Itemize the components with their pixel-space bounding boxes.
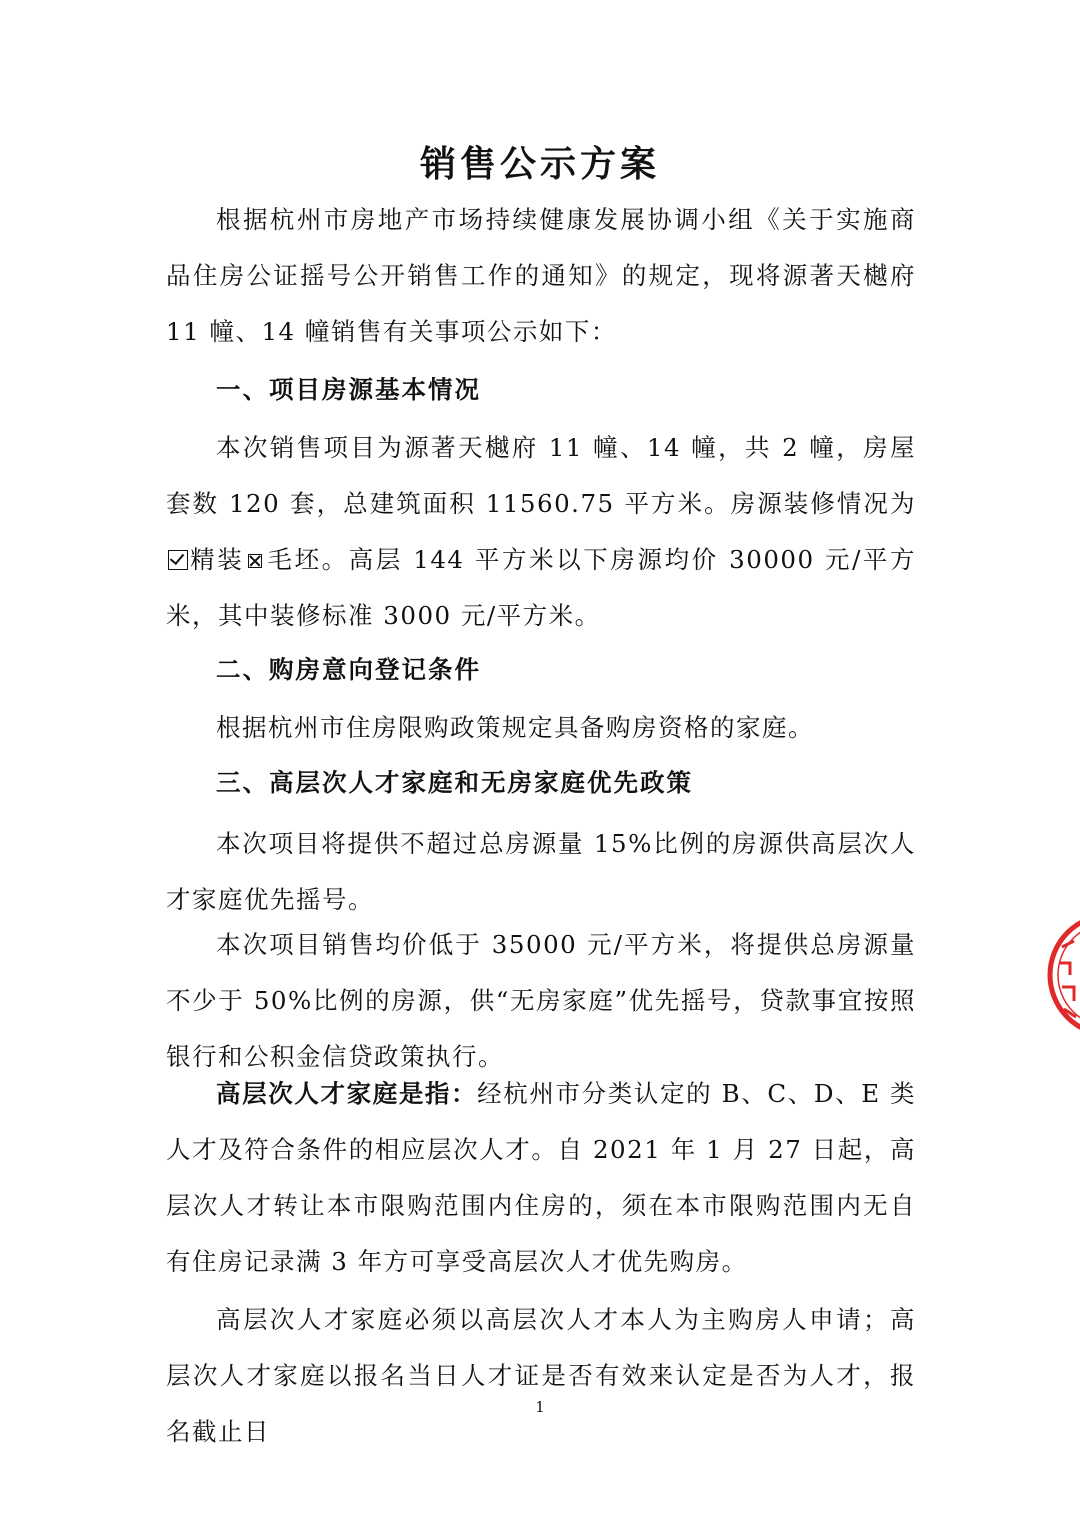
finished-checkbox-checked-icon [168, 550, 188, 570]
unfinished-checkbox-crossed-icon [248, 554, 262, 568]
talent-definition-text: 经杭州市分类认定的 B、C、D、E 类人才及符合条件的相应层次人才。自 2021 年 1 月 27 日起，高层次人才转让本市限购范围内住房的，须在本市限购范围内无自有住房记录满 3 年方可享受高层次人才优先购房。 [166, 1079, 917, 1276]
section3-paragraph-1: 本次项目将提供不超过总房源量 15%比例的房源供高层次人才家庭优先摇号。 [166, 829, 916, 914]
talent-definition-lead: 高层次人才家庭是指： [216, 1079, 478, 1108]
section3-heading: 三、高层次人才家庭和无房家庭优先政策 [216, 768, 693, 797]
intro-paragraph: 根据杭州市房地产市场持续健康发展协调小组《关于实施商品住房公证摇号公开销售工作的通知》的规定，现将源著天樾府 11 幢、14 幢销售有关事项公示如下： [166, 205, 916, 346]
option-unfinished-label: 毛坯。 [266, 545, 349, 574]
option-finished-label: 精装 [189, 545, 245, 574]
document-title: 销售公示方案 [419, 143, 660, 185]
section3-paragraph-3 [166, 1066, 916, 1290]
section3-paragraph-2: 本次项目销售均价低于 35000 元/平方米，将提供总房源量不少于 50%比例的房源，供“无房家庭”优先摇号，贷款事宜按照银行和公积金信贷政策执行。 [166, 930, 916, 1071]
section1-paragraph [166, 420, 916, 644]
section2-heading: 二、购房意向登记条件 [216, 655, 481, 684]
section1-text-before: 本次销售项目为源著天樾府 11 幢、14 幢，共 2 幢，房屋套数 120 套，总建筑面积 11560.75 平方米。房源装修情况为 [166, 433, 916, 518]
red-seal-stamp-icon [1040, 905, 1080, 1045]
section1-heading: 一、项目房源基本情况 [216, 375, 481, 404]
section2-paragraph: 根据杭州市住房限购政策规定具备购房资格的家庭。 [216, 713, 814, 742]
section1-text-after: 高层 144 平方米以下房源均价 30000 元/平方米，其中装修标准 3000 元/平方米。 [166, 545, 917, 630]
page-number: 1 [535, 1398, 545, 1416]
section3-paragraph-4: 高层次人才家庭必须以高层次人才本人为主购房人申请；高层次人才家庭以报名当日人才证是否有效来认定是否为人才，报名截止日 [166, 1305, 916, 1446]
